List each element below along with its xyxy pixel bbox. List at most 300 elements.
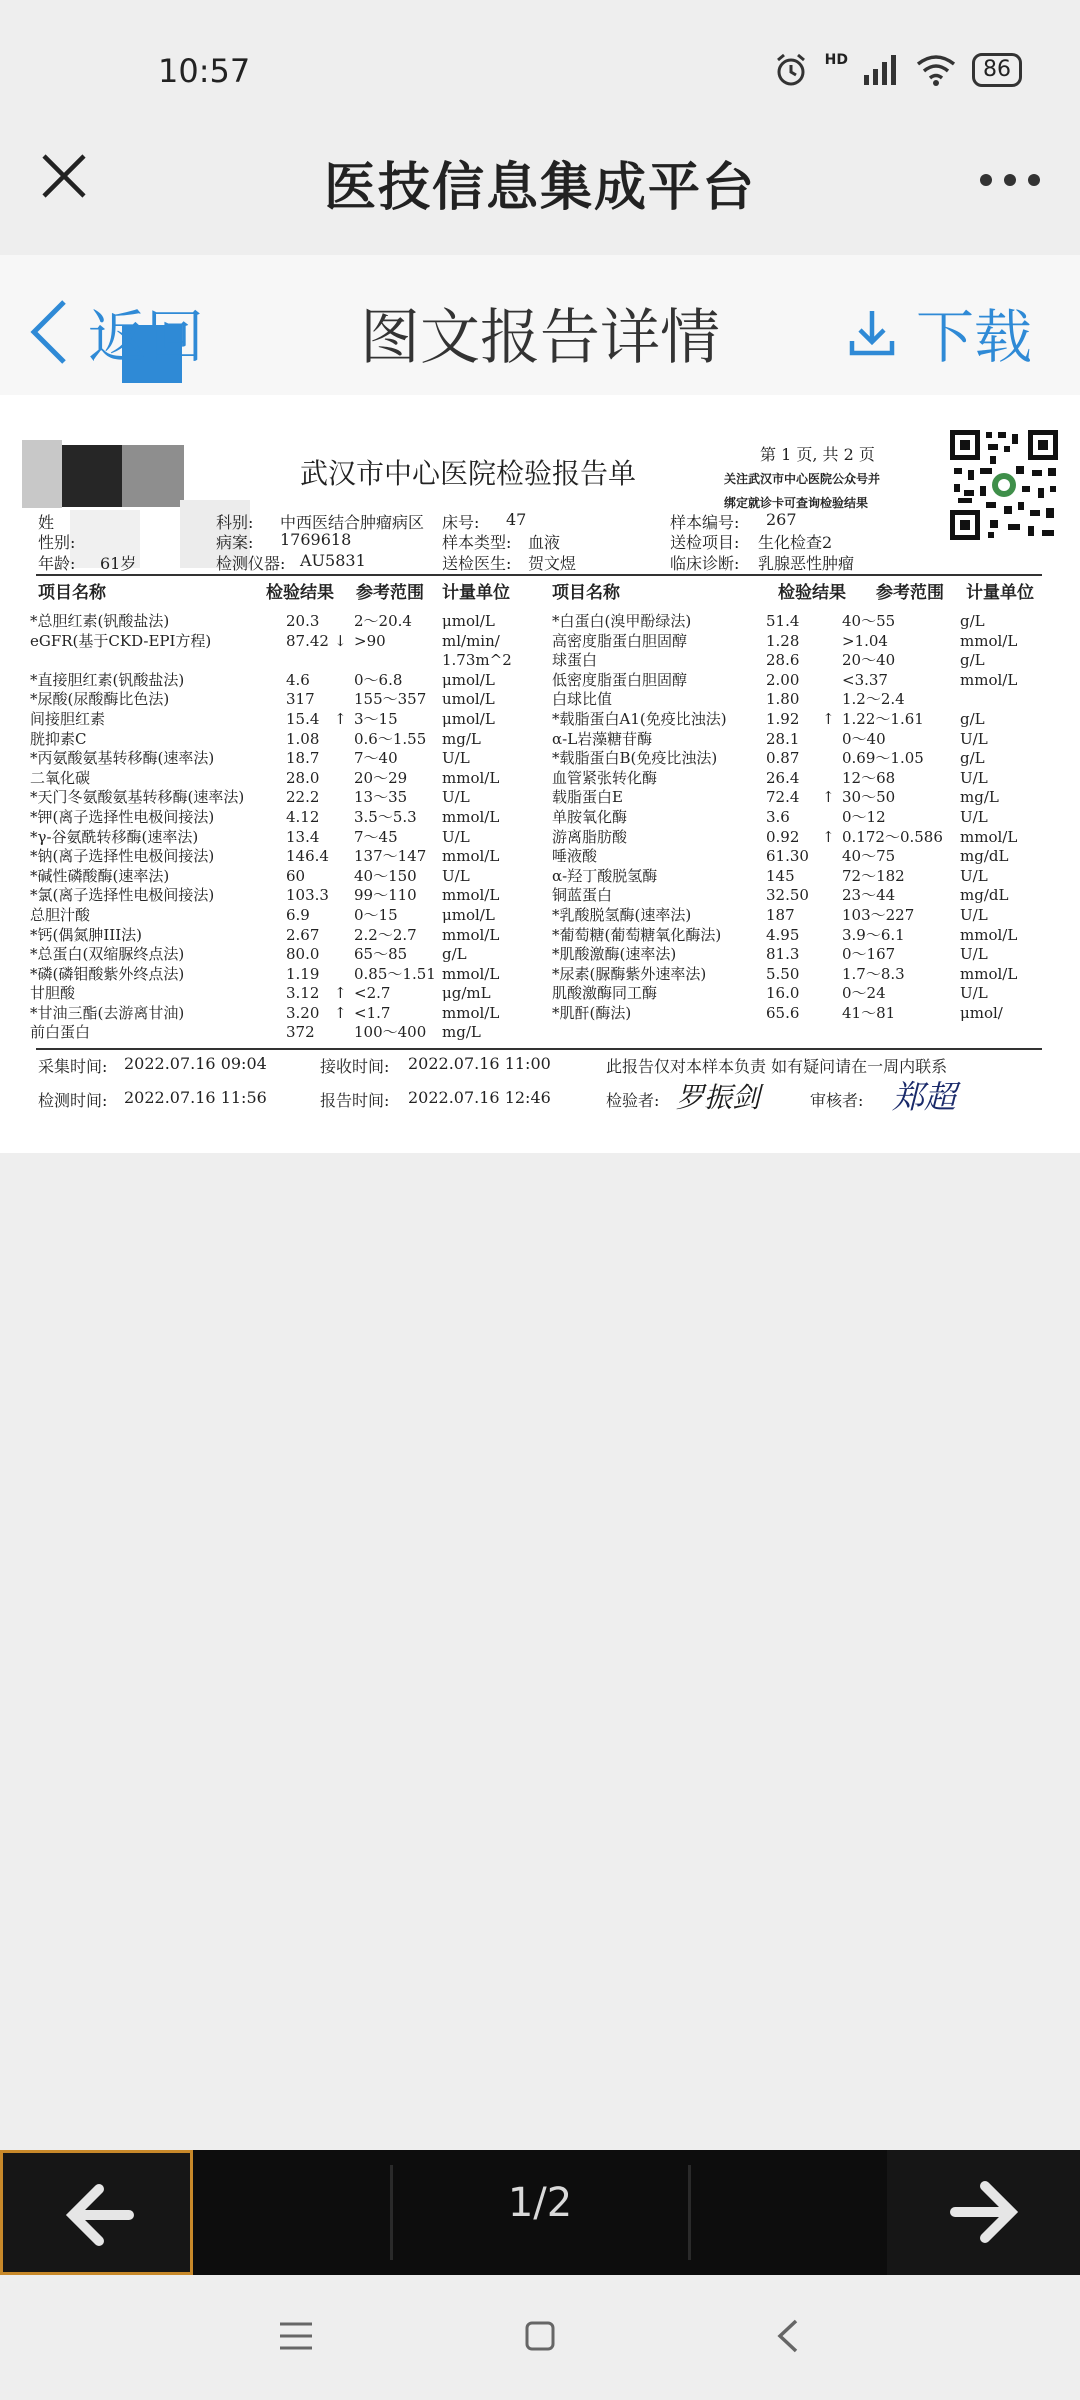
- column-header-range: 参考范围: [876, 583, 944, 603]
- unit: mg/L: [442, 729, 481, 748]
- report-time-label: 报告时间:: [320, 1091, 390, 1110]
- collect-time: 2022.07.16 09:04: [124, 1054, 267, 1073]
- test-name: *钾(离子选择性电极间接法): [30, 807, 215, 826]
- table-row: [552, 906, 1042, 926]
- test-result: 103.3: [286, 886, 329, 905]
- test-name: 单胺氧化酶: [552, 807, 628, 826]
- table-row: [552, 847, 1042, 867]
- info-bed-value: 47: [506, 510, 527, 529]
- reference-range: 155～357: [354, 690, 427, 709]
- info-record-value: 1769618: [280, 530, 352, 549]
- more-dot-icon: [1004, 174, 1016, 186]
- table-row: [552, 651, 1042, 671]
- test-result: 1.80: [766, 690, 800, 709]
- test-result: 87.42: [286, 631, 329, 650]
- unit: U/L: [442, 788, 470, 807]
- test-result: 5.50: [766, 964, 800, 983]
- test-result: 80.0: [286, 945, 320, 964]
- tester-signature: 罗振剑: [676, 1081, 761, 1114]
- divider: [36, 1048, 1042, 1050]
- reference-range: 1.7～8.3: [842, 964, 905, 983]
- info-diagnosis-label: 临床诊断:: [670, 554, 740, 573]
- reference-range: 3.9～6.1: [842, 925, 905, 944]
- test-name: *丙氨酸氨基转移酶(速率法): [30, 749, 215, 768]
- status-bar: [0, 0, 1080, 140]
- table-row: [552, 1004, 1042, 1024]
- unit: μg/mL: [442, 984, 491, 1003]
- info-diagnosis-value: 乳腺恶性肿瘤: [758, 554, 855, 573]
- test-name: 白球比值: [552, 690, 613, 709]
- reference-range: <1.7: [354, 1003, 391, 1022]
- test-result: 4.95: [766, 925, 800, 944]
- table-row: [30, 710, 530, 730]
- divider: [688, 2165, 691, 2260]
- back-nav-icon[interactable]: [774, 2318, 800, 2354]
- info-sample-no-label: 样本编号:: [670, 513, 740, 532]
- test-name: *总蛋白(双缩脲终点法): [30, 945, 185, 964]
- test-name: α-L岩藻糖苷酶: [552, 729, 653, 748]
- report-title: 武汉市中心医院检验报告单: [300, 457, 637, 490]
- test-name: *尿素(脲酶紫外速率法): [552, 964, 707, 983]
- unit: g/L: [960, 709, 985, 728]
- blurred-photo: [22, 440, 62, 508]
- unit: U/L: [960, 905, 988, 924]
- reference-range: 0.172～0.586: [842, 827, 943, 846]
- test-time-label: 检测时间:: [38, 1091, 108, 1110]
- test-name: *尿酸(尿酸酶比色法): [30, 690, 170, 709]
- unit: μmol/L: [442, 709, 495, 728]
- test-name: 载脂蛋白E: [552, 788, 623, 807]
- column-header-name: 项目名称: [38, 583, 106, 603]
- table-row: [30, 984, 530, 1004]
- reference-range: 0～15: [354, 905, 398, 924]
- test-result: 15.4: [286, 709, 320, 728]
- receive-time: 2022.07.16 11:00: [408, 1054, 551, 1073]
- blurred-photo: [122, 445, 184, 507]
- abnormal-flag: ↓: [334, 631, 347, 650]
- reference-range: 7～45: [354, 827, 398, 846]
- table-row: [552, 730, 1042, 750]
- result-table-left: [30, 612, 530, 1043]
- page-indicator: 1/2: [507, 2180, 573, 2226]
- download-button[interactable]: [848, 290, 1032, 374]
- test-result: 146.4: [286, 847, 329, 866]
- test-name: *葡萄糖(葡萄糖氧化酶法): [552, 925, 722, 944]
- abnormal-flag: ↑: [334, 984, 347, 1003]
- signal-icon: [864, 55, 900, 85]
- result-table-right: [552, 612, 1042, 1023]
- table-row: [30, 926, 530, 946]
- reference-range: 20～29: [354, 768, 408, 787]
- test-name: *载脂蛋白A1(免疫比浊法): [552, 709, 727, 728]
- table-row: [552, 690, 1042, 710]
- test-result: 4.12: [286, 807, 320, 826]
- reference-range: <2.7: [354, 984, 391, 1003]
- test-name: 间接胆红素: [30, 709, 106, 728]
- reference-range: 0.85～1.51: [354, 964, 436, 983]
- reference-range: 12～68: [842, 768, 896, 787]
- test-name: 球蛋白: [552, 651, 598, 670]
- test-result: 3.6: [766, 807, 790, 826]
- back-label: 返回: [88, 303, 205, 371]
- table-row: [30, 769, 530, 789]
- test-result: 18.7: [286, 749, 320, 768]
- test-name: 胱抑素C: [30, 729, 87, 748]
- table-row: [30, 671, 530, 691]
- table-row: [30, 867, 530, 887]
- table-row: [30, 612, 530, 632]
- unit: mmol/L: [960, 827, 1018, 846]
- test-name: eGFR(基于CKD-EPI方程): [30, 631, 212, 650]
- test-result: 51.4: [766, 612, 800, 630]
- battery-level: 86: [983, 57, 1011, 82]
- unit: mmol/L: [442, 964, 500, 983]
- qr-code: [950, 430, 1058, 540]
- unit: mmol/L: [442, 847, 500, 866]
- table-row: [552, 945, 1042, 965]
- more-dot-icon: [1028, 174, 1040, 186]
- test-result: 26.4: [766, 768, 800, 787]
- column-header-range: 参考范围: [356, 583, 424, 603]
- unit: U/L: [960, 768, 988, 787]
- system-nav-bar: [0, 2275, 1080, 2400]
- unit: ml/min/: [442, 631, 500, 650]
- reference-range: 0～6.8: [354, 670, 403, 689]
- reference-range: >1.04: [842, 631, 888, 650]
- test-name: *天门冬氨酸氨基转移酶(速率法): [30, 788, 245, 807]
- test-name: 二氧化碳: [30, 768, 91, 787]
- column-header-result: 检验结果: [778, 583, 846, 603]
- info-record-label: 病案:: [216, 533, 254, 552]
- table-row: [552, 965, 1042, 985]
- unit: mg/L: [960, 788, 999, 807]
- info-age-value: 61岁: [100, 554, 137, 573]
- divider: [390, 2165, 393, 2260]
- more-button[interactable]: [980, 170, 1040, 190]
- test-name: *载脂蛋白B(免疫比浊法): [552, 749, 718, 768]
- qr-caption: 绑定就诊卡可查询检验结果: [724, 496, 869, 510]
- reviewer-signature: 郑超: [892, 1078, 957, 1116]
- info-dept-value: 中西医结合肿瘤病区: [280, 513, 425, 532]
- info-name-label: 姓: [38, 513, 55, 532]
- table-row: [30, 690, 530, 710]
- unit: umol/L: [442, 690, 495, 709]
- unit: U/L: [960, 729, 988, 748]
- unit: mmol/L: [960, 631, 1018, 650]
- unit: mg/dL: [960, 886, 1009, 905]
- table-row: [30, 906, 530, 926]
- wifi-icon: [916, 54, 956, 86]
- unit: mmol/L: [442, 1003, 500, 1022]
- reference-range: 40～150: [354, 866, 417, 885]
- test-result: 61.30: [766, 847, 809, 866]
- abnormal-flag: ↑: [334, 1003, 347, 1022]
- test-result: 28.6: [766, 651, 800, 670]
- column-header-name: 项目名称: [552, 583, 620, 603]
- test-result: 1.28: [766, 631, 800, 650]
- test-name: 低密度脂蛋白胆固醇: [552, 670, 688, 689]
- test-name: *白蛋白(溴甲酚绿法): [552, 612, 692, 630]
- unit: U/L: [442, 749, 470, 768]
- abnormal-flag: ↑: [822, 788, 835, 807]
- unit: mmol/L: [442, 768, 500, 787]
- unit: μmol/L: [442, 905, 495, 924]
- unit: μmol/: [960, 1003, 1003, 1022]
- info-age-label: 年龄:: [38, 554, 76, 573]
- test-result: 65.6: [766, 1003, 800, 1022]
- reference-range: 13～35: [354, 788, 408, 807]
- test-result: 3.20: [286, 1003, 320, 1022]
- unit: mmol/L: [960, 964, 1018, 983]
- table-row: [30, 828, 530, 848]
- unit: mmol/L: [442, 807, 500, 826]
- table-row: [30, 788, 530, 808]
- test-name: 游离脂肪酸: [552, 827, 628, 846]
- reference-range: 65～85: [354, 945, 408, 964]
- test-name: *甘油三酯(去游离甘油): [30, 1003, 185, 1022]
- test-name: *总胆红素(钒酸盐法): [30, 612, 170, 630]
- tester-label: 检验者:: [606, 1091, 660, 1110]
- app-title: 医技信息集成平台: [323, 158, 756, 218]
- test-name: *钠(离子选择性电极间接法): [30, 847, 215, 866]
- test-result: 372: [286, 1023, 315, 1042]
- test-name: *直接胆红素(钒酸盐法): [30, 670, 185, 689]
- unit: U/L: [960, 984, 988, 1003]
- test-name: *乳酸脱氢酶(速率法): [552, 905, 692, 924]
- reference-range: 3.5～5.3: [354, 807, 417, 826]
- test-name: *肌酸激酶(速率法): [552, 945, 677, 964]
- receive-time-label: 接收时间:: [320, 1057, 390, 1076]
- reference-range: 72～182: [842, 866, 905, 885]
- table-row: [30, 651, 530, 671]
- test-name: 总胆汁酸: [30, 905, 91, 924]
- reference-range: 0.69～1.05: [842, 749, 924, 768]
- unit: mg/dL: [960, 847, 1009, 866]
- reference-range: 40～55: [842, 612, 896, 630]
- reference-range: 20～40: [842, 651, 896, 670]
- alarm-icon: [773, 52, 809, 88]
- more-dot-icon: [980, 174, 992, 186]
- test-result: 2.67: [286, 925, 320, 944]
- table-row: [30, 965, 530, 985]
- info-gender-label: 性别:: [38, 533, 76, 552]
- divider: [36, 574, 1042, 576]
- test-name: *γ-谷氨酰转移酶(速率法): [30, 827, 199, 846]
- test-result: 60: [286, 866, 306, 885]
- table-row: [552, 788, 1042, 808]
- reference-range: 99～110: [354, 886, 417, 905]
- test-result: 81.3: [766, 945, 800, 964]
- reference-range: 7～40: [354, 749, 398, 768]
- test-result: 28.0: [286, 768, 320, 787]
- unit: μmol/L: [442, 670, 495, 689]
- disclaimer: 此报告仅对本样本负责 如有疑问请在一周内联系: [606, 1057, 948, 1076]
- download-icon: [848, 307, 896, 357]
- unit: mmol/L: [442, 925, 500, 944]
- reference-range: 0～40: [842, 729, 886, 748]
- table-row: [552, 828, 1042, 848]
- test-result: 0.87: [766, 749, 800, 768]
- previous-page-button[interactable]: [0, 2150, 193, 2275]
- collect-time-label: 采集时间:: [38, 1057, 108, 1076]
- status-time: 10:57: [158, 52, 251, 90]
- table-row: [552, 808, 1042, 828]
- info-dept-label: 科别:: [216, 513, 254, 532]
- info-item-value: 生化检查2: [758, 533, 833, 552]
- reference-range: <3.37: [842, 670, 888, 689]
- test-name: 铜蓝蛋白: [552, 886, 613, 905]
- arrow-left-icon: [3, 2153, 196, 2278]
- test-name: *钙(偶氮胂III法): [30, 925, 142, 944]
- test-result: 6.9: [286, 905, 310, 924]
- qr-caption: 关注武汉市中心医院公众号并: [724, 472, 881, 486]
- info-instrument-value: AU5831: [300, 551, 366, 570]
- table-row: [30, 1023, 530, 1043]
- arrow-right-icon: [887, 2150, 1080, 2275]
- test-result: 16.0: [766, 984, 800, 1003]
- table-row: [552, 671, 1042, 691]
- table-row: [30, 1004, 530, 1024]
- unit: mg/L: [442, 1023, 481, 1042]
- page-title: 图文报告详情: [360, 303, 720, 373]
- test-result: 187: [766, 905, 795, 924]
- reference-range: 40～75: [842, 847, 896, 866]
- reference-range: 0～167: [842, 945, 896, 964]
- unit: μmol/L: [442, 612, 495, 630]
- download-label: 下载: [915, 303, 1032, 371]
- test-name: *磷(磷钼酸紫外终点法): [30, 964, 185, 983]
- next-page-button[interactable]: [887, 2150, 1080, 2275]
- table-row: [30, 886, 530, 906]
- test-result: 22.2: [286, 788, 320, 807]
- test-result: 145: [766, 866, 795, 885]
- abnormal-flag: ↑: [334, 709, 347, 728]
- table-row: [30, 847, 530, 867]
- column-header-unit: 计量单位: [966, 583, 1034, 603]
- table-row: [30, 730, 530, 750]
- test-result: 4.6: [286, 670, 310, 689]
- test-result: 0.92: [766, 827, 800, 846]
- reference-range: 2.2～2.7: [354, 925, 417, 944]
- test-name: *碱性磷酸酶(速率法): [30, 866, 170, 885]
- unit: U/L: [442, 866, 470, 885]
- reference-range: 137～147: [354, 847, 427, 866]
- column-header-unit: 计量单位: [442, 583, 510, 603]
- unit: mmol/L: [960, 925, 1018, 944]
- test-result: 72.4: [766, 788, 800, 807]
- reference-range: 0～12: [842, 807, 886, 826]
- abnormal-flag: ↑: [822, 827, 835, 846]
- info-sample-type-value: 血液: [528, 533, 561, 552]
- test-name: α-羟丁酸脱氢酶: [552, 866, 658, 885]
- info-doctor-label: 送检医生:: [442, 554, 512, 573]
- test-result: 32.50: [766, 886, 809, 905]
- reference-range: 0.6～1.55: [354, 729, 427, 748]
- reference-range: 2～20.4: [354, 612, 412, 630]
- reference-range: 41～81: [842, 1003, 896, 1022]
- test-result: 13.4: [286, 827, 320, 846]
- test-result: 1.19: [286, 964, 320, 983]
- info-sample-no-value: 267: [766, 510, 797, 529]
- table-row: [552, 749, 1042, 769]
- unit: U/L: [960, 807, 988, 826]
- table-row: [30, 945, 530, 965]
- info-bed-label: 床号:: [442, 513, 480, 532]
- home-icon[interactable]: [524, 2320, 556, 2352]
- report-page-info: 第 1 页, 共 2 页: [760, 445, 875, 464]
- test-result: 317: [286, 690, 315, 709]
- network-hd-label: HD: [824, 52, 848, 68]
- test-result: 28.1: [766, 729, 800, 748]
- test-result: 3.12: [286, 984, 320, 1003]
- unit: g/L: [960, 749, 985, 768]
- unit: U/L: [960, 866, 988, 885]
- test-name: 肌酸激酶同工酶: [552, 984, 658, 1003]
- blurred-photo: [62, 445, 122, 507]
- reference-range: 1.2～2.4: [842, 690, 905, 709]
- reference-range: 0～24: [842, 984, 886, 1003]
- battery-icon: [972, 53, 1022, 87]
- info-doctor-value: 贺文煜: [528, 554, 577, 573]
- test-name: *氯(离子选择性电极间接法): [30, 886, 215, 905]
- table-row: [552, 710, 1042, 730]
- reference-range: 1.22～1.61: [842, 709, 924, 728]
- test-result: 2.00: [766, 670, 800, 689]
- table-row: [552, 769, 1042, 789]
- test-name: 甘胆酸: [30, 984, 76, 1003]
- test-result: 1.92: [766, 709, 800, 728]
- table-row: [552, 886, 1042, 906]
- unit: U/L: [442, 827, 470, 846]
- table-row: [552, 632, 1042, 652]
- report-time: 2022.07.16 12:46: [408, 1088, 551, 1107]
- unit: mmol/L: [960, 670, 1018, 689]
- test-name: 唾液酸: [552, 847, 598, 866]
- qr-code-icon: [950, 430, 1058, 540]
- unit: g/L: [442, 945, 467, 964]
- unit: g/L: [960, 612, 985, 630]
- reference-range: 3～15: [354, 709, 398, 728]
- table-row: [552, 867, 1042, 887]
- info-sample-type-label: 样本类型:: [442, 533, 512, 552]
- table-row: [552, 612, 1042, 632]
- unit: 1.73m^2: [442, 651, 512, 670]
- reference-range: 30～50: [842, 788, 896, 807]
- test-name: 高密度脂蛋白胆固醇: [552, 631, 688, 650]
- test-name: *肌酐(酶法): [552, 1003, 632, 1022]
- menu-icon[interactable]: [278, 2320, 314, 2352]
- table-row: [30, 749, 530, 769]
- column-header-result: 检验结果: [266, 583, 334, 603]
- reviewer-label: 审核者:: [810, 1091, 864, 1110]
- info-instrument-label: 检测仪器:: [216, 554, 286, 573]
- test-time: 2022.07.16 11:56: [124, 1088, 267, 1107]
- test-result: 1.08: [286, 729, 320, 748]
- status-icons: [773, 52, 1022, 88]
- unit: U/L: [960, 945, 988, 964]
- table-row: [552, 984, 1042, 1004]
- abnormal-flag: ↑: [822, 709, 835, 728]
- table-row: [30, 632, 530, 652]
- table-row: [552, 926, 1042, 946]
- test-name: 前白蛋白: [30, 1023, 91, 1042]
- test-result: 20.3: [286, 612, 320, 630]
- test-name: 血管紧张转化酶: [552, 768, 658, 787]
- table-row: [30, 808, 530, 828]
- unit: mmol/L: [442, 886, 500, 905]
- unit: g/L: [960, 651, 985, 670]
- info-item-label: 送检项目:: [670, 533, 740, 552]
